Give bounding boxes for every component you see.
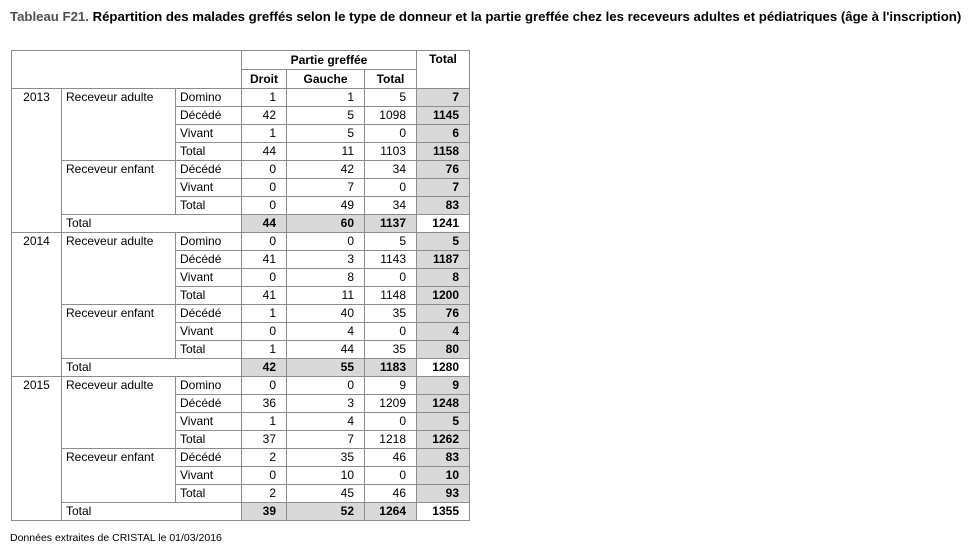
donor-type-cell: Total [176, 287, 242, 305]
gauche-cell: 1 [287, 89, 365, 107]
gauche-cell: 5 [287, 107, 365, 125]
subtotal-cell: 0 [365, 413, 417, 431]
donor-type-cell: Domino [176, 89, 242, 107]
droit-cell: 36 [242, 395, 287, 413]
grand-total-cell: 76 [417, 161, 470, 179]
subtotal-cell: 1137 [365, 215, 417, 233]
year-total-row [12, 359, 470, 377]
year-total-label: Total [62, 359, 242, 377]
header-sub-total: Total [365, 70, 417, 89]
donor-type-cell: Décédé [176, 251, 242, 269]
droit-cell: 1 [242, 305, 287, 323]
droit-cell: 37 [242, 431, 287, 449]
gauche-cell: 4 [287, 413, 365, 431]
grand-total-cell: 1145 [417, 107, 470, 125]
grand-total-cell: 80 [417, 341, 470, 359]
gauche-cell: 11 [287, 143, 365, 161]
subtotal-cell: 46 [365, 485, 417, 503]
grand-total-cell: 8 [417, 269, 470, 287]
gauche-cell: 35 [287, 449, 365, 467]
subtotal-cell: 1098 [365, 107, 417, 125]
grand-total-cell: 4 [417, 323, 470, 341]
subtotal-cell: 35 [365, 305, 417, 323]
gauche-cell: 3 [287, 251, 365, 269]
grand-total-cell: 1158 [417, 143, 470, 161]
droit-cell: 1 [242, 125, 287, 143]
header-corner [12, 51, 242, 89]
donor-type-cell: Décédé [176, 449, 242, 467]
droit-cell: 41 [242, 287, 287, 305]
subtotal-cell: 1183 [365, 359, 417, 377]
header-gauche: Gauche [287, 70, 365, 89]
recipient-group-cell: Receveur adulte [62, 233, 176, 305]
year-total-label: Total [62, 503, 242, 521]
donor-type-cell: Total [176, 341, 242, 359]
gauche-cell: 44 [287, 341, 365, 359]
subtotal-cell: 46 [365, 449, 417, 467]
table-row [12, 161, 470, 179]
donor-type-cell: Domino [176, 233, 242, 251]
year-cell: 2015 [12, 377, 62, 521]
source-note: Données extraites de CRISTAL le 01/03/2016 [10, 532, 222, 544]
subtotal-cell: 1103 [365, 143, 417, 161]
grand-total-cell: 1355 [417, 503, 470, 521]
grand-total-cell: 9 [417, 377, 470, 395]
droit-cell: 0 [242, 179, 287, 197]
header-partie-greffee: Partie greffée [242, 51, 417, 70]
subtotal-cell: 1209 [365, 395, 417, 413]
donor-type-cell: Total [176, 485, 242, 503]
grand-total-cell: 83 [417, 449, 470, 467]
grand-total-cell: 76 [417, 305, 470, 323]
grand-total-cell: 93 [417, 485, 470, 503]
header-total: Total [417, 51, 470, 89]
droit-cell: 41 [242, 251, 287, 269]
subtotal-cell: 0 [365, 179, 417, 197]
subtotal-cell: 0 [365, 125, 417, 143]
subtotal-cell: 34 [365, 161, 417, 179]
subtotal-cell: 5 [365, 233, 417, 251]
gauche-cell: 3 [287, 395, 365, 413]
year-total-row [12, 215, 470, 233]
grand-total-cell: 1187 [417, 251, 470, 269]
gauche-cell: 8 [287, 269, 365, 287]
droit-cell: 0 [242, 197, 287, 215]
subtotal-cell: 0 [365, 269, 417, 287]
donor-type-cell: Total [176, 431, 242, 449]
gauche-cell: 7 [287, 431, 365, 449]
gauche-cell: 10 [287, 467, 365, 485]
table-row [12, 449, 470, 467]
caption-prefix: Tableau F21. [10, 9, 89, 24]
grand-total-cell: 1200 [417, 287, 470, 305]
recipient-group-cell: Receveur enfant [62, 305, 176, 359]
data-table [11, 50, 470, 521]
donor-type-cell: Vivant [176, 269, 242, 287]
gauche-cell: 7 [287, 179, 365, 197]
droit-cell: 42 [242, 107, 287, 125]
year-total-label: Total [62, 215, 242, 233]
gauche-cell: 4 [287, 323, 365, 341]
subtotal-cell: 9 [365, 377, 417, 395]
gauche-cell: 11 [287, 287, 365, 305]
recipient-group-cell: Receveur enfant [62, 449, 176, 503]
grand-total-cell: 1262 [417, 431, 470, 449]
donor-type-cell: Décédé [176, 395, 242, 413]
donor-type-cell: Vivant [176, 467, 242, 485]
grand-total-cell: 5 [417, 413, 470, 431]
droit-cell: 0 [242, 161, 287, 179]
table-row [12, 305, 470, 323]
donor-type-cell: Vivant [176, 323, 242, 341]
droit-cell: 0 [242, 377, 287, 395]
gauche-cell: 0 [287, 377, 365, 395]
donor-type-cell: Décédé [176, 305, 242, 323]
subtotal-cell: 34 [365, 197, 417, 215]
donor-type-cell: Domino [176, 377, 242, 395]
donor-type-cell: Décédé [176, 107, 242, 125]
gauche-cell: 55 [287, 359, 365, 377]
subtotal-cell: 1148 [365, 287, 417, 305]
gauche-cell: 52 [287, 503, 365, 521]
droit-cell: 2 [242, 449, 287, 467]
gauche-cell: 5 [287, 125, 365, 143]
gauche-cell: 40 [287, 305, 365, 323]
table-caption [10, 9, 962, 25]
table-row [12, 89, 470, 107]
gauche-cell: 42 [287, 161, 365, 179]
grand-total-cell: 10 [417, 467, 470, 485]
donor-type-cell: Vivant [176, 413, 242, 431]
donor-type-cell: Vivant [176, 125, 242, 143]
droit-cell: 1 [242, 341, 287, 359]
year-cell: 2014 [12, 233, 62, 377]
recipient-group-cell: Receveur enfant [62, 161, 176, 215]
droit-cell: 1 [242, 413, 287, 431]
subtotal-cell: 1143 [365, 251, 417, 269]
caption-text: Répartition des malades greffés selon le type de donneur et la partie greffée chez les receveurs adultes et pédiatriques (âge à l'inscription) [92, 9, 962, 24]
year-cell: 2013 [12, 89, 62, 233]
droit-cell: 2 [242, 485, 287, 503]
table-row [12, 377, 470, 395]
donor-type-cell: Total [176, 197, 242, 215]
gauche-cell: 49 [287, 197, 365, 215]
subtotal-cell: 5 [365, 89, 417, 107]
subtotal-cell: 0 [365, 467, 417, 485]
droit-cell: 0 [242, 269, 287, 287]
droit-cell: 42 [242, 359, 287, 377]
recipient-group-cell: Receveur adulte [62, 377, 176, 449]
subtotal-cell: 1264 [365, 503, 417, 521]
grand-total-cell: 6 [417, 125, 470, 143]
droit-cell: 44 [242, 143, 287, 161]
gauche-cell: 60 [287, 215, 365, 233]
subtotal-cell: 1218 [365, 431, 417, 449]
droit-cell: 1 [242, 89, 287, 107]
recipient-group-cell: Receveur adulte [62, 89, 176, 161]
donor-type-cell: Vivant [176, 179, 242, 197]
droit-cell: 0 [242, 233, 287, 251]
table-row [12, 233, 470, 251]
donor-type-cell: Décédé [176, 161, 242, 179]
grand-total-cell: 7 [417, 89, 470, 107]
grand-total-cell: 83 [417, 197, 470, 215]
year-total-row [12, 503, 470, 521]
grand-total-cell: 1241 [417, 215, 470, 233]
header-droit: Droit [242, 70, 287, 89]
droit-cell: 0 [242, 323, 287, 341]
grand-total-cell: 1280 [417, 359, 470, 377]
droit-cell: 39 [242, 503, 287, 521]
subtotal-cell: 35 [365, 341, 417, 359]
droit-cell: 44 [242, 215, 287, 233]
subtotal-cell: 0 [365, 323, 417, 341]
gauche-cell: 45 [287, 485, 365, 503]
droit-cell: 0 [242, 467, 287, 485]
donor-type-cell: Total [176, 143, 242, 161]
grand-total-cell: 7 [417, 179, 470, 197]
gauche-cell: 0 [287, 233, 365, 251]
grand-total-cell: 5 [417, 233, 470, 251]
grand-total-cell: 1248 [417, 395, 470, 413]
